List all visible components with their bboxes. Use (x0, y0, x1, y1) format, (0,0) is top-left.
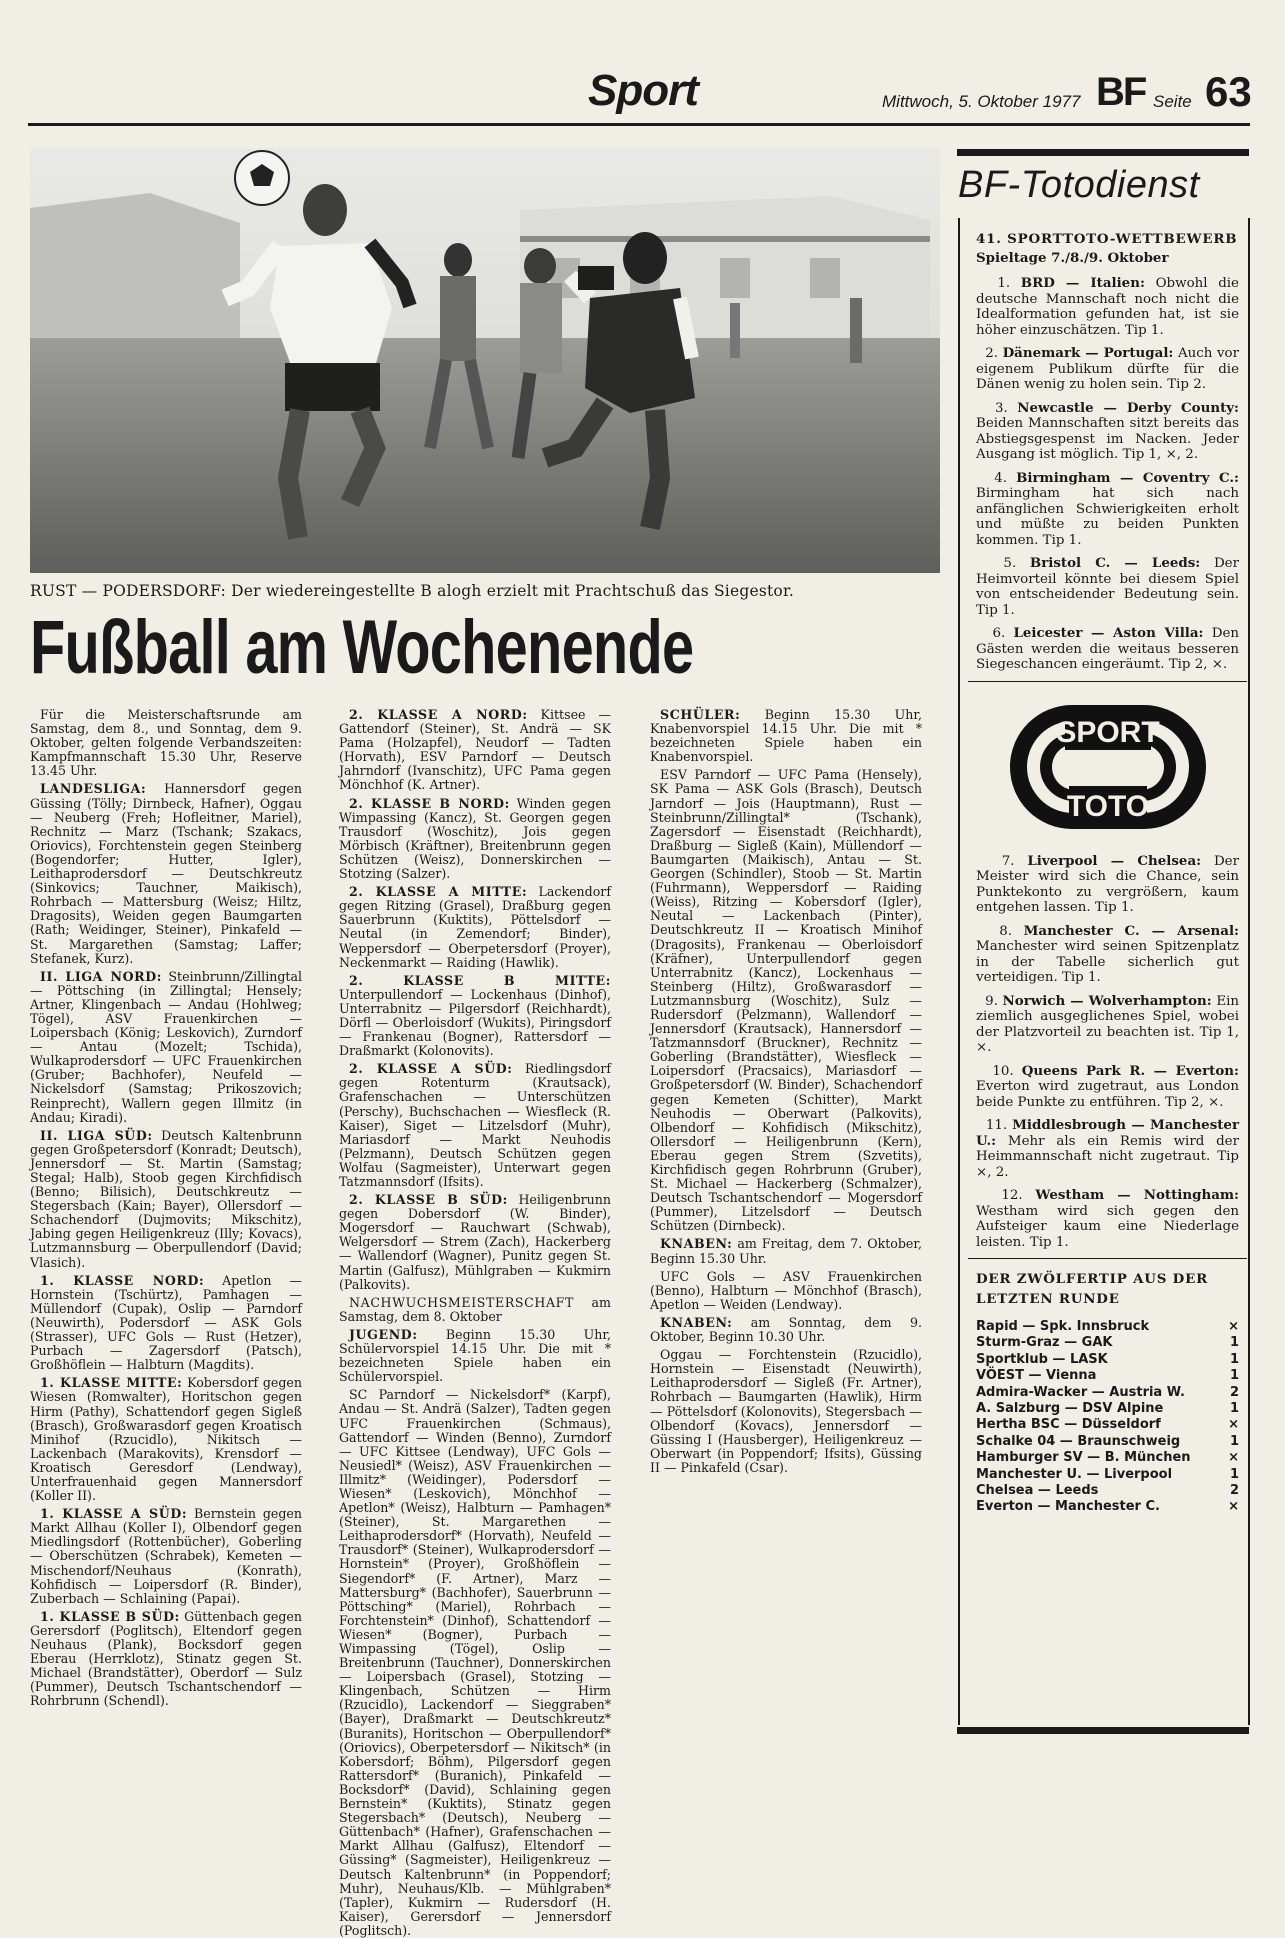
paragraph-heading: 2. KLASSE A SÜD: (349, 1061, 513, 1077)
zwoelfertip-match: Schalke 04 — Braunschweig (976, 1433, 1181, 1449)
zwoelfertip-list (976, 1319, 1239, 1516)
tip-number: 4. (994, 470, 1017, 486)
photo-caption: RUST — PODERSDORF: Der wiedereingestellte B alogh erzielt mit Prachtschuß das Siegestor. (30, 582, 794, 600)
article-paragraph (650, 1316, 922, 1344)
zwoelfertip-result: 1 (1229, 1466, 1239, 1482)
tip-text: Everton wird zugetraut, aus London beide Punkte zu entführen. Tip 2, ×. (976, 1079, 1239, 1110)
zwoelfertip-row (976, 1417, 1239, 1433)
paragraph-heading: KNABEN: (660, 1314, 733, 1330)
zwoelfertip-row (976, 1335, 1239, 1351)
tip-match: Queens Park R. — Everton: (1021, 1062, 1239, 1079)
zwoelfertip-row (976, 1434, 1239, 1450)
paragraph-heading: 2. KLASSE B NORD: (349, 795, 510, 811)
zwoelfertip-row (976, 1467, 1239, 1483)
paragraph-heading: II. LIGA SÜD: (40, 1127, 153, 1143)
article-paragraph (30, 1376, 302, 1503)
paragraph-heading: JUGEND: (349, 1326, 418, 1342)
tip-number: 1. (997, 276, 1021, 291)
toto-tip (976, 1118, 1239, 1180)
toto-tip (976, 626, 1239, 673)
tip-number: 5. (1003, 556, 1030, 571)
paragraph-heading: NACHWUCHSMEISTERSCHAFT (349, 1294, 574, 1310)
paragraph-text: Kittsee — Gattendorf (Steiner), St. Andrä — SK Pama (Holzapfel), Neudorf — Tadten (Horvath), ESV Parndorf — Deutsch Jahrndorf (Ivanschitz), UFC Pama gegen Mönchhof (K. Artner). (339, 707, 611, 793)
paragraph-heading: 2. KLASSE A MITTE: (349, 884, 528, 900)
zwoelfertip-match: Everton — Manchester C. (976, 1499, 1160, 1515)
logo-text-bottom: TOTO (1066, 789, 1149, 823)
zwoelfertip-match: Sportklub — LASK (976, 1351, 1108, 1367)
toto-tip (976, 556, 1239, 618)
paragraph-text: Unterpullendorf — Lockenhaus (Dinhof), Unterrabnitz — Pilgersdorf (Reichhardt), Dörfl — Oberloisdorf (Wukits), Piringsdorf — Frankenau (Bogner), Rattersdorf — Draßmarkt (Kolonovits). (339, 986, 611, 1059)
tip-text: Obwohl die deutsche Mannschaft noch nicht die Idealformation gefunden hat, ist sie höher einzuschätzen. Tip 1. (976, 276, 1239, 338)
logo-text-top: SPORT (1055, 715, 1160, 749)
article-paragraph (30, 1507, 302, 1606)
paragraph-heading: II. LIGA NORD: (40, 968, 162, 984)
zwoelfertip-row (976, 1352, 1239, 1368)
paragraph-text: Hannersdorf gegen Güssing (Tölly; Dirnbeck, Hafner), Oggau — Neuberg (Freh; Hofleitner, Mariel), Rechnitz — Marz (Tschank; Szakacs, Oriovics), Forchtenstein gegen Steinberg (Bogendorfer; Hutter, Igler), Leithaprodersdorf — Deutschkreutz (Sinkovics; Tauchner, Maikisch), Rohrbach — Mattersburg (Weisz; Hiltz, Dragosits), Weiden gegen Baumgarten (Rath; Weidinger, Steiner), Pinkafeld — St. Margarethen (Samstag; Laffer; Stefanek, Kurz). (30, 781, 302, 966)
article-paragraph (339, 1296, 611, 1324)
tip-number: 12. (1001, 1188, 1036, 1203)
paragraph-text: Güttenbach gegen Gerersdorf (Poglitsch), Eltendorf gegen Neuhaus (Plank), Bocksdorf gegen Eberau (Herrklotz), Stinatz gegen St. Michael (Brandstätter), Oberdorf — Sulz (Pummer), Deutsch Tschantschendorf — Rohrbrunn (Schendl). (30, 1608, 302, 1709)
tip-number: 6. (992, 626, 1014, 641)
paragraph-text: SC Parndorf — Nickelsdorf* (Karpf), Andau — St. Andrä (Salzer), Tadten gegen UFC Frauenkirchen (Schmaus), Gattendorf — Winden (Benno), Zurndorf — UFC Kittsee (Lendway), UFC Gols — Neusiedl* (Weisz), ASV Frauenkirchen — Illmitz* (Weidinger), Podersdorf — Wiesen* (Leskovich), Mönchhof — Apetlon* (Weisz), Halbturn — Pamhagen* (Steiner), St. Margarethen — Leithaprodersdorf* (Horvath), Neufeld — Trausdorf* (Steiner), Wulkaprodersdorf — Hornstein* (Proyer), Großhöflein — Siegendorf* (F. Artner), Marz — Mattersburg* (Bachhofer), Sauerbrunn — Pöttsching* (Mariel), Rohrbach — Forchtenstein* (Dinhof), Schattendorf — Wiesen* (Bogner), Purbach — Wimpassing (Tögel), Oslip — Breitenbrunn (Tauchner), Donnerskirchen — Loipersbach (Grasel), Stotzing — Klingenbach, Schützen — Hirm (Rzucidlo), Lackendorf — Sieggraben* (Bayer), Draßmarkt — Deutschkreutz* (Buranits), Horitschon — Oberpullendorf* (Oriovics), Oberpetersdorf — Nikitsch* (in Kobersdorf; Böhm), Pilgersdorf gegen Rattersdorf* (Buranich), Pinkafeld — Bocksdorf* (David), Schlaining gegen Bernstein* (Kuktits), Stinatz gegen Stegersbach* (Deutsch), Neuberg — Güttenbach* (Hafner), Grafenschachen — Markt Allhau (Galfusz), Eltendorf — Güssing* (Sagmeister), Heiligenkreuz — Deutsch Kaltenbrunn* (in Poppendorf; Muhr), Neuhaus/Klb. — Mühlgraben* (Tapler), Kukmirn — Rudersdorf (H. Kaiser), Gerersdorf — Jennersdorf (Poglitsch). (339, 1387, 611, 1938)
zwoelfertip-row (976, 1368, 1239, 1384)
paragraph-text: Lackendorf gegen Ritzing (Grasel), Draßburg gegen Sauerbrunn (Kuktits), Pöttelsdorf — Neutal (in Zemendorf; Binder), Weppersdorf — Oberpetersdorf (Proyer), Neckenmarkt — Raiding (Hawlik). (339, 884, 611, 970)
toto-tip (976, 471, 1239, 549)
paragraph-text: Steinbrunn/Zillingtal — Pöttsching (in Zillingtal; Hensely; Artner, Klingenbach — Andau (Hohlweg; Tögel), ASV Frauenkirchen — Loipersbach (König; Leskovich), Zurndorf — Antau (Mozelt; Tschida), Wulkaprodersdorf — UFC Frauenkirchen (Gruber; Bachhofer), Neufeld — Nickelsdorf (Samstag; Prikoszovich; Reinprecht), Wallern gegen Illmitz (in Andau; Kiradi). (30, 968, 302, 1125)
zwoelfertip-row (976, 1319, 1239, 1335)
tip-match: Liverpool — Chelsea: (1027, 852, 1202, 869)
paragraph-heading: 1. KLASSE A SÜD: (40, 1506, 188, 1522)
paragraph-text: Beginn 15.30 Uhr, Knabenvorspiel 14.15 Uhr. Die mit * bezeichneten Spiele haben ein Knabenvorspiel. (650, 707, 922, 765)
tip-match: Dänemark — Portugal: (1002, 345, 1174, 361)
article-paragraph (30, 1274, 302, 1373)
sporttoto-logo-icon (1007, 702, 1209, 832)
tip-text: Auch vor eigenem Publikum dürfte für die Dänen wenig zu holen sein. Tip 2. (976, 346, 1239, 392)
paragraph-text: Bernstein gegen Markt Allhau (Koller I), Olbendorf gegen Miedlingsdorf (Rottenbücher), Goberling — Oberschützen (Schrabek), Kemeten — Mischendorf/Neuhaus (Konrath), Kohfidisch — Loipersdorf (R. Binder), Zuberbach — Schlaining (Papai). (30, 1506, 302, 1606)
zwoelfertip-result: × (1228, 1450, 1239, 1466)
sidebar-bottom-rule (957, 1727, 1249, 1734)
football-photo-illustration (30, 148, 940, 573)
zwoelfertip-result: 1 (1229, 1335, 1239, 1351)
zwoelfertip-result: 1 (1229, 1401, 1239, 1417)
page-number: 63 (1205, 68, 1252, 115)
zwoelfertip-result: × (1228, 1319, 1239, 1334)
paragraph-text: Winden gegen Wimpassing (Kancz), St. Georgen gegen Trausdorf (Woschitz), Jois gegen Mörbisch (Kräftner), Breitenbrunn gegen Schützen (Weisz), Donnerskirchen — Stotzing (Salzer). (339, 795, 611, 882)
toto-tip (976, 276, 1239, 338)
match-photo (30, 148, 940, 573)
paragraph-text: am Sonntag, dem 9. Oktober, Beginn 10.30 Uhr. (650, 1314, 922, 1345)
totodienst-header: 41. SPORTTOTO-WETTBEWERB (976, 231, 1238, 247)
tip-text: Westham wird sich gegen den Aufsteiger kaum eine Niederlage leisten. Tip 1. (976, 1203, 1239, 1250)
zwoelfertip-match: Hamburger SV — B. München (976, 1450, 1191, 1466)
tip-text: Der Heimvorteil könnte bei diesem Spiel von entscheidender Bedeutung sein. Tip 1. (976, 556, 1239, 618)
sidebar-top-rule (957, 149, 1249, 156)
paragraph-heading: LANDESLIGA: (40, 781, 147, 797)
toto-tip (976, 346, 1239, 393)
paragraph-text: ESV Parndorf — UFC Pama (Hensely), SK Pama — ASK Gols (Brasch), Deutsch Jarndorf — Jois (Hauptmann), Rust — Steinbrunn/Zillingtal* (Tschank), Zagersdorf — Eisenstadt (Reichhardt), Draßburg — Sigleß (Kain), Müllendorf — Baumgarten (Maikisch), Antau — St. Georgen (Schindler), Stoob — St. Martin (Fuhrmann), Weppersdorf — Raiding (Weiss), Ritzing — Kobersdorf (Igler), Neutal — Lackenbach (Pinter), Deutschkreutz II — Kroatisch Minihof (Dragosits), Frankenau — Oberloisdorf (Kräfner), Unterpullendorf gegen Unterrabnitz (Kancz), Lockenhaus — Steinberg (Hiltz), Großwarasdorf — Lutzmannsburg (Woschitz), Sulz — Rudersdorf (Pelzmann), Wallendorf — Jennersdorf (Krautsack), Hannersdorf — Tatzmannsdorf (Bruckner), Rechnitz — Goberling (Brandstätter), Wiesfleck — Loipersdorf (Pracsaics), Mariasdorf — Großpetersdorf (W. Binder), Schachendorf gegen Kemeten (Schitter), Markt Neuhodis — Oberwart (Palkovits), Olbendorf — Kohfidisch (Mikschitz), Ollersdorf — Heiligenbrunn (Kern), Eberau gegen Strem (Szvetits), Kirchfidisch gegen Rohrbrunn (Gruber), St. Michael — Hackerberg (Schmalzer), Deutsch Tschantschendorf — Mogersdorf (Pummer), Litzelsdorf — Deutsch Schützen (Dirnbeck). (650, 767, 922, 1234)
article-paragraph (650, 708, 922, 764)
zwoelfertip-row (976, 1499, 1239, 1515)
tips-list-b (976, 854, 1239, 1251)
article-column-1 (30, 708, 302, 1760)
sidebar-title: BF-Totodienst (958, 164, 1200, 206)
article-paragraph (339, 708, 611, 793)
paragraph-text: Deutsch Kaltenbrunn gegen Großpetersdorf (Konradt; Deutsch), Jennersdorf — St. Martin (Samstag; Stegal; Halb), Stoob gegen Kirchfidisch (Benno; Bilisich), Deutschkreutz — Stegersbach (Kain; Bayer), Ollersdorf — Schachendorf (Dujmovits; Mikschitz), Jabing gegen Heiligenkreuz (Illy; Kovacs), Lutzmannsburg — Oberpullendorf (David; Vlasich). (30, 1127, 302, 1270)
tip-text: Ein ziemlich ausgeglichenes Spiel, wobei der Platzvorteil zu beachten ist. Tip 1, ×. (976, 993, 1239, 1055)
article-paragraph (339, 1062, 611, 1189)
article-column-2 (339, 707, 611, 1938)
sidebar-separator (968, 1258, 1247, 1259)
zwoelfertip-result: 1 (1229, 1351, 1239, 1367)
article-paragraph (30, 708, 302, 778)
sporttoto-logo (976, 702, 1239, 832)
tip-number: 2. (985, 346, 1003, 361)
zwoelfertip-match: Chelsea — Leeds (976, 1483, 1099, 1499)
paragraph-heading: 1. KLASSE MITTE: (40, 1375, 183, 1391)
tip-number: 8. (999, 923, 1024, 939)
zwoelfertip-result: 2 (1229, 1384, 1239, 1400)
page-label: Seite (1153, 92, 1192, 111)
section-title: Sport (588, 66, 698, 115)
zwoelfertip-row (976, 1385, 1239, 1401)
zwoelfertip-result: 1 (1229, 1368, 1239, 1384)
tip-text: Mehr als ein Remis wird der Heimmannschaft nicht zugetraut. Tip ×, 2. (976, 1133, 1239, 1180)
article-paragraph (339, 885, 611, 970)
zwoelfertip-row (976, 1450, 1239, 1466)
tip-match: Leicester — Aston Villa: (1013, 625, 1204, 641)
zwoelfertip-row (976, 1483, 1239, 1499)
article-paragraph (339, 1193, 611, 1292)
toto-tip (976, 401, 1239, 463)
article-paragraph (30, 782, 302, 965)
paragraph-heading: SCHÜLER: (660, 707, 741, 722)
paragraph-heading: 2. KLASSE B MITTE: (349, 972, 611, 988)
zwoelfertip-result: 2 (1229, 1483, 1239, 1499)
tip-text: Beiden Mannschaften sitzt bereits das Abstiegsgespenst im Nacken. Jeder Ausgang ist möglich. Tip 1, ×, 2. (976, 416, 1239, 462)
sidebar-separator (968, 681, 1247, 682)
article-paragraph (30, 1129, 302, 1270)
article-paragraph (650, 1348, 922, 1475)
tip-text: Den Gästen werden die weitaus besseren Siegeschancen eingeräumt. Tip 2, ×. (976, 626, 1240, 672)
tip-match: Bristol C. — Leeds: (1029, 555, 1201, 571)
paragraph-heading: 1. KLASSE B SÜD: (40, 1608, 180, 1624)
article-headline: Fußball am Wochenende (30, 605, 694, 690)
tip-number: 11. (985, 1118, 1013, 1133)
tip-match: Manchester C. — Arsenal: (1023, 922, 1239, 939)
paragraph-heading: 2. KLASSE A NORD: (349, 707, 528, 722)
tip-number: 7. (1001, 853, 1028, 869)
paragraph-text: Apetlon — Hornstein (Tschürtz), Pamhagen — Müllendorf (Cupak), Oslip — Parndorf (Neuwirth), Podersdorf — ASK Gols (Strasser), UFC Gols — Rust (Hetzer), Purbach — Zagersdorf (Patsch), Großhöflein — Halbturn (Magdits). (30, 1272, 302, 1373)
article-paragraph (339, 974, 611, 1059)
paragraph-text: UFC Gols — ASV Frauenkirchen (Benno), Halbturn — Mönchhof (Brasch), Apetlon — Weiden (Lendway). (650, 1268, 922, 1312)
article-paragraph (30, 970, 302, 1125)
zwoelfertip-match: Admira-Wacker — Austria W. (976, 1384, 1185, 1400)
totodienst-subheader: Spieltage 7./8./9. Oktober (976, 249, 1169, 266)
paragraph-text: Kobersdorf gegen Wiesen (Romwalter), Horitschon gegen Hirm (Pathy), Schattendorf gegen Sigleß (Brasch), Großwarasdorf gegen Kroatisch Minihof (Rzucidlo), Nikitsch — Lackenbach (Marakovits), Krensdorf — Kroatisch Geresdorf (Lendway), Unterfrauenhaid gegen Mannersdorf (Koller II). (30, 1375, 302, 1504)
article-paragraph (650, 1237, 922, 1265)
tip-match: Birmingham — Coventry C.: (1016, 469, 1239, 486)
zwoelfertip-match: Manchester U. — Liverpool (976, 1466, 1173, 1482)
zwoelfertip-result: 1 (1229, 1433, 1239, 1449)
tip-text: Der Meister wird sich die Chance, sein Punktekonto zu vergrößern, kaum entgehen lassen. Tip 1. (976, 853, 1239, 915)
tip-number: 10. (992, 1063, 1022, 1079)
zwoelfertip-match: Sturm-Graz — GAK (976, 1335, 1113, 1351)
issue-date: Mittwoch, 5. Oktober 1977 (882, 92, 1081, 111)
zwoelfertip-match: Hertha BSC — Düsseldorf (976, 1417, 1161, 1433)
paragraph-text: Riedlingsdorf gegen Rotenturm (Krautsack), Grafenschachen — Unterschützen (Perschy), Buchschachen — Wiesfleck (R. Kaiser), Siget — Litzelsdorf (Muhr), Mariasdorf — Markt Neuhodis (Pelzmann), Deutsch Schützen gegen Wolfau (Sagmeister), Unterwart gegen Tatzmannsdorf (Ifsits). (339, 1061, 611, 1189)
tip-match: Middlesbrough — Manchester U.: (976, 1117, 1240, 1149)
paragraph-heading: KNABEN: (660, 1236, 733, 1252)
zwoelfertip-row (976, 1401, 1239, 1417)
tip-match: Westham — Nottingham: (1035, 1187, 1239, 1203)
zwoelfertip-match: Rapid — Spk. Innsbruck (976, 1319, 1150, 1334)
tips-list-a (976, 276, 1239, 673)
zwoelfertip-match: VÖEST — Vienna (976, 1368, 1097, 1384)
article-paragraph (30, 1610, 302, 1709)
paragraph-heading: 1. KLASSE NORD: (40, 1272, 205, 1288)
paragraph-text: am Freitag, dem 7. Oktober, Beginn 15.30 Uhr. (650, 1236, 922, 1266)
zwoelfertip-title: DER ZWÖLFERTIP AUS DER LETZTEN RUNDE (976, 1271, 1209, 1307)
tip-match: Norwich — Wolverhampton: (1002, 992, 1212, 1009)
tip-match: Newcastle — Derby County: (1017, 399, 1239, 416)
zwoelfertip-result: × (1228, 1499, 1239, 1515)
paragraph-text: Oggau — Forchtenstein (Rzucidlo), Hornstein — Eisenstadt (Neuwirth), Leithaprodersdorf — Sigleß (Fr. Artner), Rohrbach — Baumgarten (Hawlik), Hirm — Pöttelsdorf (Kolonovits), Stegersbach — Olbendorf (Kovacs), Jennersdorf — Güssing I (Hausberger), Heiligenkreuz — Oberwart (in Poppendorf; Ifsits), Güssing II — Pinkafeld (Csar). (650, 1347, 922, 1475)
paragraph-text: Für die Meisterschaftsrunde am Samstag, dem 8., und Sonntag, dem 9. Oktober, gelten folgende Verbandszeiten: Kampfmannschaft 15.30 Uhr, Reserve 13.45 Uhr. (30, 707, 302, 779)
newspaper-logo: BF (1096, 70, 1146, 114)
article-paragraph (339, 1328, 611, 1384)
toto-tip (976, 1064, 1239, 1111)
tip-text: Birmingham hat sich nach anfänglichen Schwierigkeiten erholt und müßte zu beiden Punkten kommen. Tip 1. (976, 486, 1239, 548)
paragraph-text: am Samstag, dem 8. Oktober (339, 1294, 611, 1324)
zwoelfertip-result: × (1228, 1417, 1239, 1433)
masthead-rule (28, 123, 1250, 126)
tip-number: 3. (994, 400, 1018, 416)
totodienst-content (976, 232, 1239, 1516)
article-column-3 (650, 708, 922, 1760)
toto-tip (976, 924, 1239, 986)
toto-tip (976, 854, 1239, 916)
paragraph-text: Heiligenbrunn gegen Dobersdorf (W. Binder), Mogersdorf — Rauchwart (Schwab), Welgersdorf — Strem (Zach), Hackerberg — Wallendorf (Wagner), Punitz gegen St. Martin (Galfusz), Mühlgraben — Kukmirn (Palkovits). (339, 1192, 611, 1292)
paragraph-text: Beginn 15.30 Uhr, Schülervorspiel 14.15 Uhr. Die mit * bezeichneten Spiele haben ein Schülervorspiel. (339, 1326, 611, 1385)
tip-text: Manchester wird seinen Spitzenplatz in der Tabelle sicherlich gut verteidigen. Tip 1. (976, 939, 1239, 985)
toto-tip (976, 994, 1239, 1056)
article-paragraph (339, 1388, 611, 1938)
article-paragraph (650, 768, 922, 1233)
tip-number: 9. (985, 993, 1003, 1009)
tip-match: BRD — Italien: (1020, 275, 1145, 291)
zwoelfertip-match: A. Salzburg — DSV Alpine (976, 1401, 1164, 1417)
article-paragraph (650, 1270, 922, 1312)
paragraph-heading: 2. KLASSE B SÜD: (349, 1192, 508, 1208)
article-paragraph (339, 797, 611, 882)
toto-tip (976, 1188, 1239, 1250)
